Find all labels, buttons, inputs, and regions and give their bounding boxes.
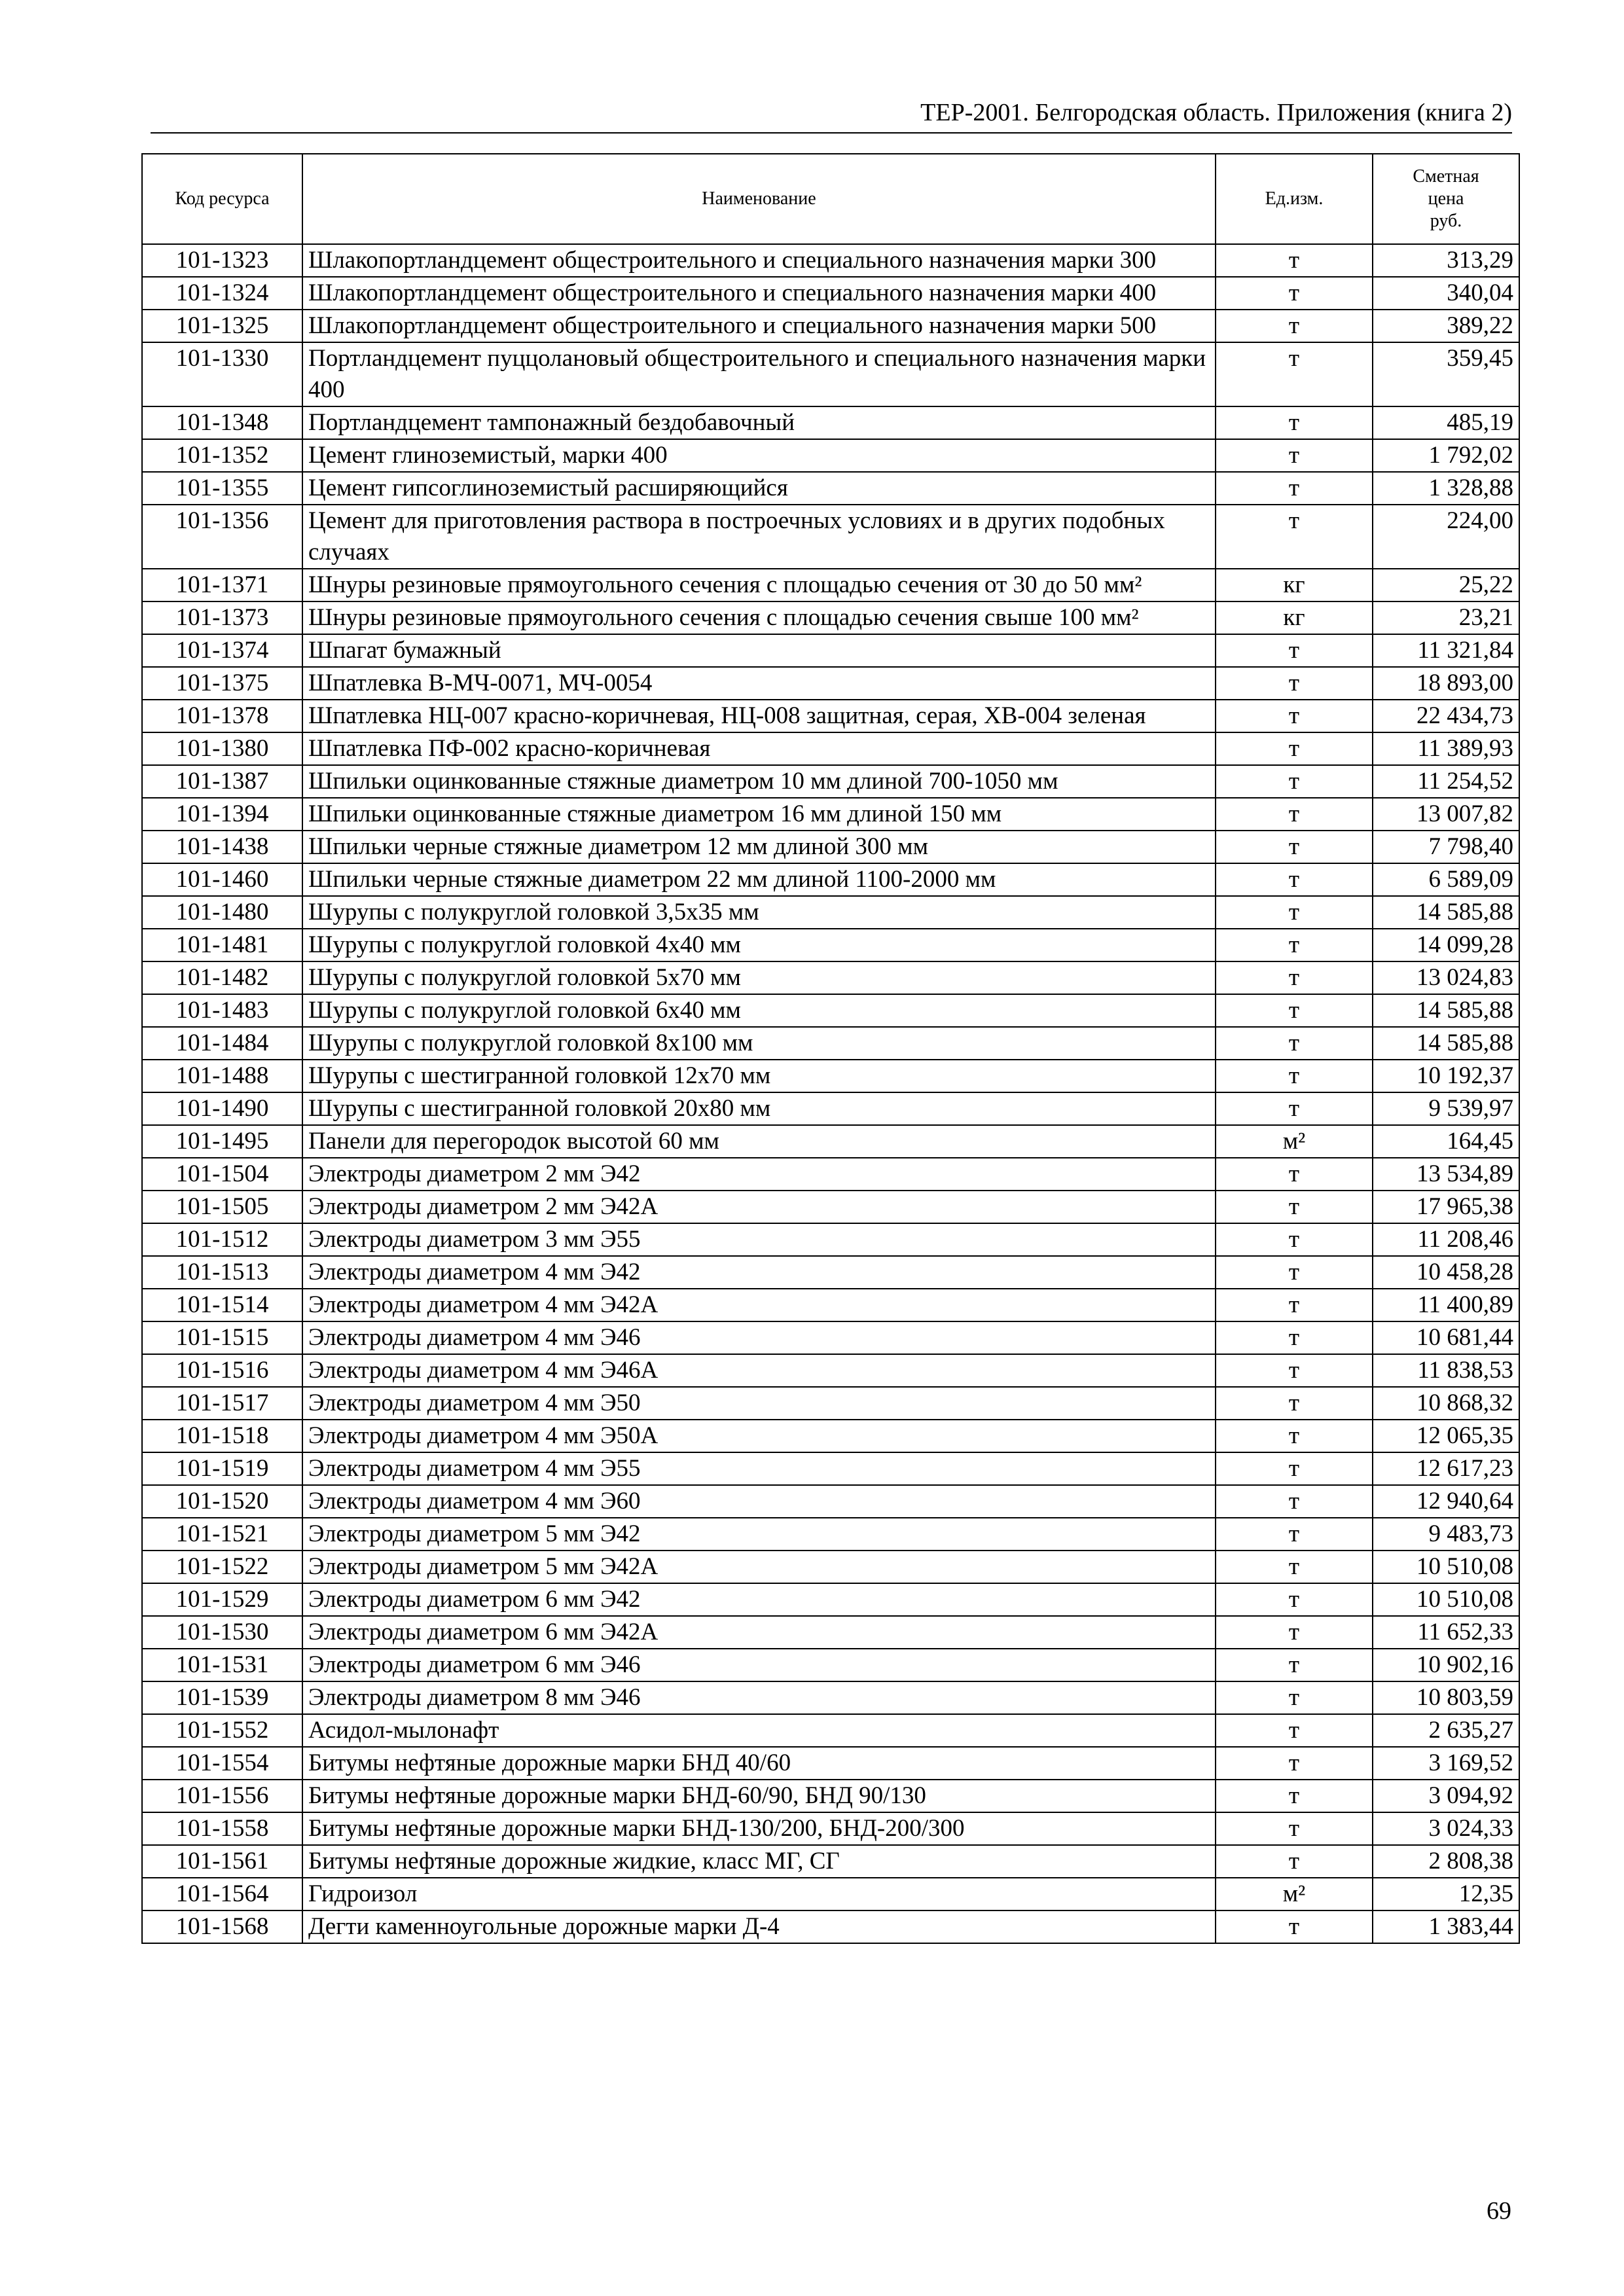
cell-name: Электроды диаметром 4 мм Э42: [302, 1256, 1216, 1289]
cell-unit: т: [1216, 863, 1373, 896]
cell-code: 101-1482: [142, 961, 302, 994]
cell-unit: т: [1216, 310, 1373, 342]
cell-price: 10 868,32: [1373, 1387, 1519, 1420]
cell-price: 10 681,44: [1373, 1321, 1519, 1354]
cell-code: 101-1481: [142, 929, 302, 961]
table-row: [142, 505, 1519, 569]
cell-name: Электроды диаметром 4 мм Э46: [302, 1321, 1216, 1354]
cell-name: Дегти каменноугольные дорожные марки Д-4: [302, 1910, 1216, 1943]
cell-unit: т: [1216, 1092, 1373, 1125]
cell-code: 101-1552: [142, 1714, 302, 1747]
table-row: [142, 1027, 1519, 1060]
cell-unit: т: [1216, 1289, 1373, 1321]
cell-unit: т: [1216, 1714, 1373, 1747]
cell-code: 101-1519: [142, 1452, 302, 1485]
cell-name: Шнуры резиновые прямоугольного сечения с площадью сечения свыше 100 мм²: [302, 601, 1216, 634]
column-header-name: Наименование: [302, 154, 1216, 244]
table-row: [142, 1223, 1519, 1256]
table-row: [142, 1583, 1519, 1616]
cell-code: 101-1374: [142, 634, 302, 667]
cell-price: 25,22: [1373, 569, 1519, 601]
cell-unit: т: [1216, 1649, 1373, 1681]
cell-price: 13 534,89: [1373, 1158, 1519, 1191]
cell-price: 14 585,88: [1373, 896, 1519, 929]
cell-unit: т: [1216, 472, 1373, 505]
cell-unit: т: [1216, 700, 1373, 732]
cell-unit: т: [1216, 1812, 1373, 1845]
cell-code: 101-1512: [142, 1223, 302, 1256]
cell-unit: т: [1216, 1354, 1373, 1387]
table-row: [142, 1681, 1519, 1714]
cell-name: Битумы нефтяные дорожные жидкие, класс МГ, СГ: [302, 1845, 1216, 1878]
table-row: [142, 601, 1519, 634]
cell-code: 101-1515: [142, 1321, 302, 1354]
table-row: [142, 1092, 1519, 1125]
cell-unit: м²: [1216, 1125, 1373, 1158]
cell-price: 13 024,83: [1373, 961, 1519, 994]
cell-unit: т: [1216, 667, 1373, 700]
cell-code: 101-1438: [142, 831, 302, 863]
cell-price: 3 169,52: [1373, 1747, 1519, 1780]
cell-code: 101-1330: [142, 342, 302, 406]
cell-code: 101-1558: [142, 1812, 302, 1845]
cell-price: 14 099,28: [1373, 929, 1519, 961]
cell-code: 101-1513: [142, 1256, 302, 1289]
cell-name: Шурупы с полукруглой головкой 8х100 мм: [302, 1027, 1216, 1060]
cell-unit: т: [1216, 1191, 1373, 1223]
cell-name: Электроды диаметром 5 мм Э42А: [302, 1551, 1216, 1583]
cell-price: 14 585,88: [1373, 994, 1519, 1027]
cell-name: Шурупы с полукруглой головкой 3,5х35 мм: [302, 896, 1216, 929]
table-row: [142, 1747, 1519, 1780]
table-row: [142, 244, 1519, 277]
cell-name: Шлакопортландцемент общестроительного и специального назначения марки 500: [302, 310, 1216, 342]
table-row: [142, 700, 1519, 732]
table-row: [142, 961, 1519, 994]
cell-unit: т: [1216, 1845, 1373, 1878]
cell-price: 9 483,73: [1373, 1518, 1519, 1551]
cell-name: Электроды диаметром 4 мм Э55: [302, 1452, 1216, 1485]
cell-code: 101-1556: [142, 1780, 302, 1812]
table-row: [142, 342, 1519, 406]
cell-name: Электроды диаметром 4 мм Э50А: [302, 1420, 1216, 1452]
cell-name: Асидол-мылонафт: [302, 1714, 1216, 1747]
cell-price: 11 652,33: [1373, 1616, 1519, 1649]
cell-code: 101-1554: [142, 1747, 302, 1780]
cell-code: 101-1324: [142, 277, 302, 310]
cell-price: 12 940,64: [1373, 1485, 1519, 1518]
cell-price: 340,04: [1373, 277, 1519, 310]
cell-unit: т: [1216, 342, 1373, 406]
cell-unit: т: [1216, 1452, 1373, 1485]
cell-unit: т: [1216, 1518, 1373, 1551]
cell-code: 101-1380: [142, 732, 302, 765]
cell-code: 101-1323: [142, 244, 302, 277]
cell-price: 2 635,27: [1373, 1714, 1519, 1747]
cell-unit: т: [1216, 798, 1373, 831]
table-row: [142, 439, 1519, 472]
cell-unit: т: [1216, 277, 1373, 310]
cell-code: 101-1325: [142, 310, 302, 342]
cell-price: 11 321,84: [1373, 634, 1519, 667]
cell-name: Гидроизол: [302, 1878, 1216, 1910]
table-row: [142, 831, 1519, 863]
table-row: [142, 1420, 1519, 1452]
cell-name: Шлакопортландцемент общестроительного и специального назначения марки 300: [302, 244, 1216, 277]
cell-unit: м²: [1216, 1878, 1373, 1910]
cell-name: Цемент глиноземистый, марки 400: [302, 439, 1216, 472]
cell-code: 101-1378: [142, 700, 302, 732]
cell-name: Электроды диаметром 6 мм Э42: [302, 1583, 1216, 1616]
cell-name: Электроды диаметром 4 мм Э50: [302, 1387, 1216, 1420]
cell-price: 13 007,82: [1373, 798, 1519, 831]
cell-code: 101-1371: [142, 569, 302, 601]
cell-code: 101-1521: [142, 1518, 302, 1551]
cell-unit: т: [1216, 1223, 1373, 1256]
cell-unit: т: [1216, 1158, 1373, 1191]
table-row: [142, 1551, 1519, 1583]
resource-price-table: [141, 153, 1520, 1944]
cell-name: Электроды диаметром 6 мм Э46: [302, 1649, 1216, 1681]
table-body: [142, 244, 1519, 1943]
cell-name: Битумы нефтяные дорожные марки БНД-60/90, БНД 90/130: [302, 1780, 1216, 1812]
table-header-row: [142, 154, 1519, 244]
cell-unit: т: [1216, 1616, 1373, 1649]
table-row: [142, 1060, 1519, 1092]
cell-price: 485,19: [1373, 406, 1519, 439]
cell-price: 23,21: [1373, 601, 1519, 634]
cell-name: Электроды диаметром 4 мм Э42А: [302, 1289, 1216, 1321]
table-row: [142, 1518, 1519, 1551]
table-row: [142, 406, 1519, 439]
table-row: [142, 765, 1519, 798]
table-row: [142, 1158, 1519, 1191]
cell-name: Битумы нефтяные дорожные марки БНД-130/200, БНД-200/300: [302, 1812, 1216, 1845]
cell-code: 101-1495: [142, 1125, 302, 1158]
cell-unit: т: [1216, 1387, 1373, 1420]
cell-unit: т: [1216, 1485, 1373, 1518]
cell-name: Электроды диаметром 3 мм Э55: [302, 1223, 1216, 1256]
table-row: [142, 1387, 1519, 1420]
cell-name: Электроды диаметром 8 мм Э46: [302, 1681, 1216, 1714]
cell-name: Шурупы с полукруглой головкой 6х40 мм: [302, 994, 1216, 1027]
table-row: [142, 929, 1519, 961]
column-header-price: [1373, 154, 1519, 244]
table-row: [142, 732, 1519, 765]
cell-price: 1 383,44: [1373, 1910, 1519, 1943]
cell-name: Шурупы с шестигранной головкой 12х70 мм: [302, 1060, 1216, 1092]
cell-price: 164,45: [1373, 1125, 1519, 1158]
column-header-price-line: руб.: [1430, 211, 1462, 231]
cell-code: 101-1394: [142, 798, 302, 831]
cell-unit: т: [1216, 1681, 1373, 1714]
cell-code: 101-1484: [142, 1027, 302, 1060]
cell-unit: т: [1216, 244, 1373, 277]
table-row: [142, 798, 1519, 831]
cell-unit: т: [1216, 929, 1373, 961]
cell-unit: т: [1216, 634, 1373, 667]
cell-code: 101-1490: [142, 1092, 302, 1125]
cell-price: 11 838,53: [1373, 1354, 1519, 1387]
cell-unit: т: [1216, 1910, 1373, 1943]
cell-price: 10 510,08: [1373, 1583, 1519, 1616]
cell-name: Панели для перегородок высотой 60 мм: [302, 1125, 1216, 1158]
cell-price: 359,45: [1373, 342, 1519, 406]
cell-code: 101-1504: [142, 1158, 302, 1191]
cell-price: 12,35: [1373, 1878, 1519, 1910]
column-header-code: Код ресурса: [142, 154, 302, 244]
cell-name: Шпильки оцинкованные стяжные диаметром 10 мм длиной 700-1050 мм: [302, 765, 1216, 798]
table-row: [142, 1910, 1519, 1943]
column-header-price-line: Сметная: [1413, 166, 1479, 187]
table-row: [142, 1289, 1519, 1321]
cell-unit: т: [1216, 896, 1373, 929]
table-row: [142, 667, 1519, 700]
cell-code: 101-1539: [142, 1681, 302, 1714]
table-row: [142, 1878, 1519, 1910]
cell-code: 101-1514: [142, 1289, 302, 1321]
cell-name: Электроды диаметром 4 мм Э60: [302, 1485, 1216, 1518]
cell-unit: т: [1216, 1256, 1373, 1289]
table-row: [142, 1354, 1519, 1387]
cell-code: 101-1488: [142, 1060, 302, 1092]
cell-code: 101-1483: [142, 994, 302, 1027]
table-row: [142, 277, 1519, 310]
cell-unit: т: [1216, 1321, 1373, 1354]
cell-unit: т: [1216, 439, 1373, 472]
cell-name: Битумы нефтяные дорожные марки БНД 40/60: [302, 1747, 1216, 1780]
page-number: 69: [1487, 2197, 1511, 2225]
cell-code: 101-1375: [142, 667, 302, 700]
table-row: [142, 472, 1519, 505]
cell-unit: т: [1216, 1027, 1373, 1060]
cell-price: 7 798,40: [1373, 831, 1519, 863]
page-header: [151, 98, 1512, 134]
cell-unit: т: [1216, 406, 1373, 439]
cell-name: Электроды диаметром 2 мм Э42: [302, 1158, 1216, 1191]
cell-unit: т: [1216, 765, 1373, 798]
table-row: [142, 1780, 1519, 1812]
cell-price: 1 792,02: [1373, 439, 1519, 472]
table-row: [142, 569, 1519, 601]
cell-price: 3 024,33: [1373, 1812, 1519, 1845]
cell-code: 101-1518: [142, 1420, 302, 1452]
cell-price: 11 400,89: [1373, 1289, 1519, 1321]
table-row: [142, 1714, 1519, 1747]
cell-name: Шнуры резиновые прямоугольного сечения с площадью сечения от 30 до 50 мм²: [302, 569, 1216, 601]
cell-unit: кг: [1216, 601, 1373, 634]
cell-unit: т: [1216, 505, 1373, 569]
cell-price: 22 434,73: [1373, 700, 1519, 732]
cell-price: 12 617,23: [1373, 1452, 1519, 1485]
cell-name: Шпильки черные стяжные диаметром 12 мм длиной 300 мм: [302, 831, 1216, 863]
document-title: ТЕР-2001. Белгородская область. Приложения (книга 2): [920, 99, 1512, 126]
cell-unit: т: [1216, 1060, 1373, 1092]
cell-code: 101-1530: [142, 1616, 302, 1649]
cell-code: 101-1568: [142, 1910, 302, 1943]
cell-price: 10 458,28: [1373, 1256, 1519, 1289]
cell-price: 313,29: [1373, 244, 1519, 277]
cell-code: 101-1561: [142, 1845, 302, 1878]
cell-name: Шпатлевка В-МЧ-0071, МЧ-0054: [302, 667, 1216, 700]
cell-name: Цемент гипсоглиноземистый расширяющийся: [302, 472, 1216, 505]
table-row: [142, 896, 1519, 929]
cell-name: Шурупы с полукруглой головкой 4х40 мм: [302, 929, 1216, 961]
table-row: [142, 1191, 1519, 1223]
column-header-unit: Ед.изм.: [1216, 154, 1373, 244]
cell-code: 101-1356: [142, 505, 302, 569]
cell-price: 389,22: [1373, 310, 1519, 342]
cell-code: 101-1460: [142, 863, 302, 896]
cell-name: Электроды диаметром 6 мм Э42А: [302, 1616, 1216, 1649]
cell-unit: т: [1216, 994, 1373, 1027]
table-row: [142, 310, 1519, 342]
table-row: [142, 1812, 1519, 1845]
cell-name: Шпагат бумажный: [302, 634, 1216, 667]
cell-price: 11 254,52: [1373, 765, 1519, 798]
table-row: [142, 994, 1519, 1027]
cell-unit: т: [1216, 1551, 1373, 1583]
cell-price: 224,00: [1373, 505, 1519, 569]
cell-name: Электроды диаметром 2 мм Э42А: [302, 1191, 1216, 1223]
cell-name: Шпильки оцинкованные стяжные диаметром 16 мм длиной 150 мм: [302, 798, 1216, 831]
cell-price: 11 208,46: [1373, 1223, 1519, 1256]
cell-name: Шпатлевка ПФ-002 красно-коричневая: [302, 732, 1216, 765]
table-row: [142, 634, 1519, 667]
cell-name: Шурупы с шестигранной головкой 20х80 мм: [302, 1092, 1216, 1125]
cell-unit: т: [1216, 1420, 1373, 1452]
cell-unit: т: [1216, 1780, 1373, 1812]
cell-code: 101-1531: [142, 1649, 302, 1681]
cell-unit: т: [1216, 831, 1373, 863]
cell-price: 9 539,97: [1373, 1092, 1519, 1125]
cell-code: 101-1355: [142, 472, 302, 505]
table-row: [142, 1485, 1519, 1518]
cell-unit: кг: [1216, 569, 1373, 601]
cell-price: 14 585,88: [1373, 1027, 1519, 1060]
cell-name: Электроды диаметром 5 мм Э42: [302, 1518, 1216, 1551]
cell-code: 101-1352: [142, 439, 302, 472]
table-row: [142, 1452, 1519, 1485]
column-header-price-line: цена: [1428, 188, 1464, 209]
cell-unit: т: [1216, 961, 1373, 994]
table-row: [142, 863, 1519, 896]
table-row: [142, 1649, 1519, 1681]
table-row: [142, 1256, 1519, 1289]
table-row: [142, 1616, 1519, 1649]
cell-code: 101-1480: [142, 896, 302, 929]
cell-name: Шлакопортландцемент общестроительного и специального назначения марки 400: [302, 277, 1216, 310]
cell-unit: т: [1216, 1583, 1373, 1616]
cell-price: 12 065,35: [1373, 1420, 1519, 1452]
cell-price: 2 808,38: [1373, 1845, 1519, 1878]
cell-price: 1 328,88: [1373, 472, 1519, 505]
cell-name: Портландцемент пуццолановый общестроительного и специального назначения марки 400: [302, 342, 1216, 406]
cell-unit: т: [1216, 1747, 1373, 1780]
cell-price: 10 902,16: [1373, 1649, 1519, 1681]
cell-code: 101-1520: [142, 1485, 302, 1518]
cell-code: 101-1516: [142, 1354, 302, 1387]
cell-code: 101-1348: [142, 406, 302, 439]
cell-code: 101-1373: [142, 601, 302, 634]
cell-price: 6 589,09: [1373, 863, 1519, 896]
cell-unit: т: [1216, 732, 1373, 765]
cell-name: Электроды диаметром 4 мм Э46А: [302, 1354, 1216, 1387]
cell-code: 101-1387: [142, 765, 302, 798]
cell-code: 101-1564: [142, 1878, 302, 1910]
cell-name: Шпильки черные стяжные диаметром 22 мм длиной 1100-2000 мм: [302, 863, 1216, 896]
cell-price: 17 965,38: [1373, 1191, 1519, 1223]
table-row: [142, 1845, 1519, 1878]
cell-price: 10 192,37: [1373, 1060, 1519, 1092]
cell-name: Шпатлевка НЦ-007 красно-коричневая, НЦ-008 защитная, серая, ХВ-004 зеленая: [302, 700, 1216, 732]
table-row: [142, 1125, 1519, 1158]
cell-name: Цемент для приготовления раствора в построечных условиях и в других подобных случаях: [302, 505, 1216, 569]
cell-name: Шурупы с полукруглой головкой 5х70 мм: [302, 961, 1216, 994]
cell-code: 101-1529: [142, 1583, 302, 1616]
cell-code: 101-1517: [142, 1387, 302, 1420]
table-row: [142, 1321, 1519, 1354]
cell-code: 101-1522: [142, 1551, 302, 1583]
cell-code: 101-1505: [142, 1191, 302, 1223]
cell-price: 10 510,08: [1373, 1551, 1519, 1583]
cell-price: 10 803,59: [1373, 1681, 1519, 1714]
cell-name: Портландцемент тампонажный бездобавочный: [302, 406, 1216, 439]
cell-price: 3 094,92: [1373, 1780, 1519, 1812]
cell-price: 11 389,93: [1373, 732, 1519, 765]
cell-price: 18 893,00: [1373, 667, 1519, 700]
